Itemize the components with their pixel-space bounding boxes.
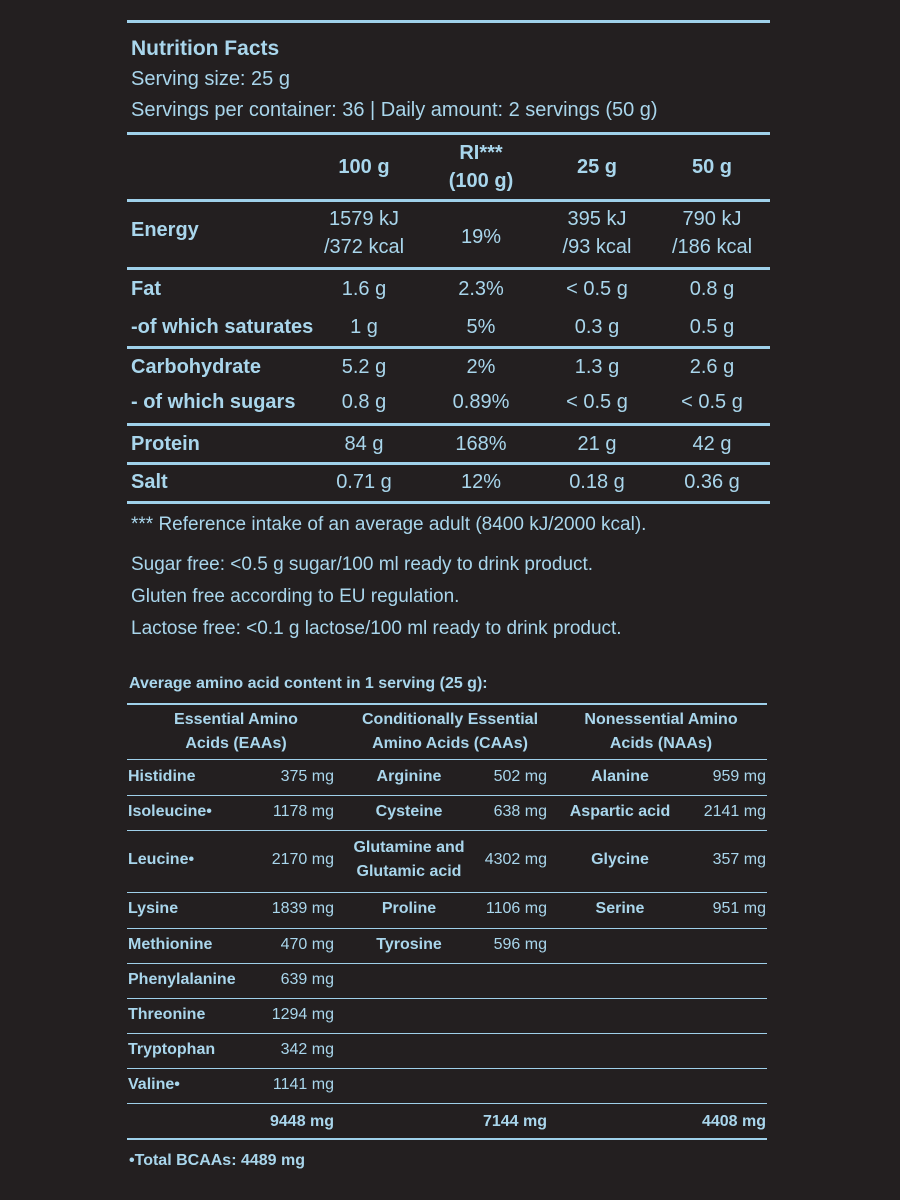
amino-value: 2170 mg	[271, 851, 334, 868]
row-ri: 2%	[466, 356, 496, 378]
row-v100: 1 g	[350, 316, 378, 338]
nutrition-title: Nutrition Facts	[131, 37, 280, 60]
row-v50: < 0.5 g	[681, 391, 743, 413]
total-caa: 7144 mg	[482, 1113, 547, 1130]
amino-title: Average amino acid content in 1 serving (25 g):	[129, 675, 488, 692]
amino-name: Valine•	[128, 1076, 180, 1093]
header-100g: 100 g	[338, 156, 390, 178]
row-divider	[127, 998, 767, 999]
amino-name: Leucine•	[128, 851, 195, 868]
header-caa	[345, 708, 555, 756]
rule	[127, 501, 770, 504]
row-v50: 42 g	[692, 433, 732, 455]
amino-value: 4302 mg	[484, 851, 547, 868]
row-label: - of which sugars	[131, 391, 296, 413]
header-caa-line2: Amino Acids (CAAs)	[372, 735, 528, 752]
servings-per-container: Servings per container: 36 | Daily amount: 2 servings (50 g)	[131, 99, 658, 121]
row-v25: 1.3 g	[574, 356, 620, 378]
energy-25g-kj: 395 kJ	[567, 208, 627, 230]
energy-50g-kj: 790 kJ	[682, 208, 742, 230]
note-lactose-free: Lactose free: <0.1 g lactose/100 ml ready to drink product.	[131, 618, 622, 639]
row-v50: 0.8 g	[689, 278, 735, 300]
row-v25: 21 g	[577, 433, 617, 455]
amino-name: Cysteine	[375, 803, 443, 820]
header-naa-line2: Acids (NAAs)	[609, 735, 713, 752]
amino-value: 1178 mg	[272, 803, 334, 820]
amino-name	[345, 836, 473, 884]
amino-name: Lysine	[128, 900, 179, 917]
amino-value: 1106 mg	[485, 900, 547, 917]
amino-name: Glycine	[591, 851, 649, 868]
row-v100: 0.71 g	[336, 471, 392, 493]
row-divider	[127, 1033, 767, 1034]
row-label: -of which saturates	[131, 316, 314, 338]
amino-name: Threonine	[128, 1006, 206, 1023]
amino-value: 502 mg	[493, 768, 547, 785]
amino-value: 357 mg	[712, 851, 766, 868]
row-divider	[127, 1068, 767, 1069]
amino-value: 470 mg	[280, 936, 334, 953]
row-ri: 12%	[460, 471, 502, 493]
energy-25g-kcal: /93 kcal	[562, 236, 632, 258]
amino-value: 2141 mg	[703, 803, 766, 820]
rule	[127, 759, 767, 760]
row-v25: < 0.5 g	[566, 391, 628, 413]
amino-name: Aspartic acid	[569, 803, 671, 820]
row-divider	[127, 928, 767, 929]
row-label: Salt	[131, 471, 168, 493]
row-v100: 5.2 g	[341, 356, 387, 378]
amino-name: Tyrosine	[376, 936, 442, 953]
rule	[127, 1103, 767, 1104]
amino-name: Alanine	[591, 768, 649, 785]
row-v25: 0.3 g	[574, 316, 620, 338]
amino-value: 342 mg	[280, 1041, 334, 1058]
rule	[127, 462, 770, 465]
amino-name: Histidine	[128, 768, 196, 785]
row-ri: 168%	[455, 433, 507, 455]
energy-100g-kcal: /372 kcal	[323, 236, 405, 258]
energy-50g-kcal: /186 kcal	[671, 236, 753, 258]
rule	[127, 267, 770, 270]
header-eaa	[127, 708, 345, 756]
row-v100: 84 g	[344, 433, 384, 455]
row-divider	[127, 830, 767, 831]
amino-value: 951 mg	[712, 900, 766, 917]
top-rule	[127, 20, 770, 23]
row-ri: 2.3%	[458, 278, 504, 300]
amino-name: Isoleucine•	[128, 803, 212, 820]
row-divider	[127, 963, 767, 964]
rule	[127, 132, 770, 135]
header-ri-100g: (100 g)	[448, 170, 514, 192]
rule	[127, 1138, 767, 1140]
amino-name: Proline	[381, 900, 437, 917]
amino-value: 596 mg	[493, 936, 547, 953]
total-eaa: 9448 mg	[270, 1113, 335, 1130]
row-v50: 2.6 g	[689, 356, 735, 378]
amino-name: Methionine	[128, 936, 213, 953]
energy-100g-kj: 1579 kJ	[328, 208, 400, 230]
energy-ri: 19%	[460, 226, 502, 248]
header-eaa-line2: Acids (EAAs)	[185, 735, 287, 752]
total-bcaas: •Total BCAAs: 4489 mg	[129, 1152, 306, 1169]
row-label: Protein	[131, 433, 200, 455]
amino-value: 1294 mg	[271, 1006, 334, 1023]
row-v50: 0.5 g	[689, 316, 735, 338]
amino-value: 639 mg	[280, 971, 334, 988]
amino-name: Serine	[595, 900, 645, 917]
serving-size: Serving size: 25 g	[131, 68, 290, 90]
row-divider	[127, 892, 767, 893]
row-ri: 5%	[466, 316, 496, 338]
amino-name-line1: Glutamine and	[353, 839, 465, 856]
header-eaa-line1: Essential Amino	[174, 711, 298, 728]
amino-value: 1839 mg	[271, 900, 334, 917]
row-v25: < 0.5 g	[566, 278, 628, 300]
amino-name: Phenylalanine	[128, 971, 236, 988]
row-label: Fat	[131, 278, 161, 300]
note-gluten-free: Gluten free according to EU regulation.	[131, 586, 460, 607]
energy-label: Energy	[131, 219, 199, 241]
header-naa-line1: Nonessential Amino	[584, 711, 738, 728]
amino-value: 375 mg	[280, 768, 334, 785]
row-v25: 0.18 g	[569, 471, 625, 493]
rule	[127, 346, 770, 349]
row-label: Carbohydrate	[131, 356, 262, 378]
rule	[127, 703, 767, 705]
header-naa	[555, 708, 767, 756]
total-naa: 4408 mg	[701, 1113, 766, 1130]
header-25g: 25 g	[576, 156, 618, 178]
row-v50: 0.36 g	[684, 471, 740, 493]
row-divider	[127, 795, 767, 796]
row-ri: 0.89%	[452, 391, 510, 413]
rule	[127, 199, 770, 202]
header-50g: 50 g	[691, 156, 733, 178]
row-v100: 1.6 g	[341, 278, 387, 300]
amino-value: 1141 mg	[272, 1076, 334, 1093]
header-ri: RI***	[459, 142, 503, 164]
amino-name: Arginine	[376, 768, 442, 785]
amino-value: 638 mg	[493, 803, 547, 820]
row-v100: 0.8 g	[341, 391, 387, 413]
header-caa-line1: Conditionally Essential	[361, 711, 539, 728]
note-sugar-free: Sugar free: <0.5 g sugar/100 ml ready to drink product.	[131, 554, 594, 575]
rule	[127, 423, 770, 426]
amino-name-line2: Glutamic acid	[356, 863, 462, 880]
footnote-reference-intake: *** Reference intake of an average adult (8400 kJ/2000 kcal).	[131, 514, 647, 535]
amino-value: 959 mg	[712, 768, 766, 785]
amino-name: Tryptophan	[128, 1041, 216, 1058]
